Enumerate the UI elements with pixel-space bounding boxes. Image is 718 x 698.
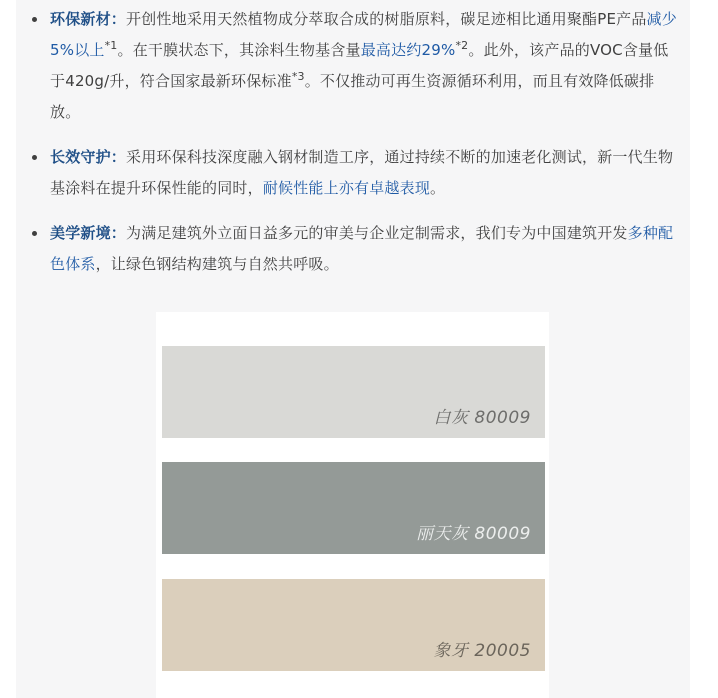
footnote-ref: *2 (455, 39, 469, 52)
swatch-label: 丽天灰 80009 (416, 524, 531, 544)
item-text: 为满足建筑外立面日益多元的审美与企业定制需求，我们专为中国建筑开发 (126, 224, 628, 242)
swatch-label: 白灰 80009 (433, 408, 531, 428)
item-text: 。 (430, 179, 446, 197)
item-highlight: 耐候性能上亦有卓越表现 (262, 179, 431, 197)
item-text: 。在干膜状态下，其涂料生物基含量 (117, 41, 361, 59)
bullet-dot (32, 17, 37, 22)
list-item-eco-material (50, 4, 680, 128)
swatch-ivory (162, 579, 545, 671)
item-keyword: 长效守护： (50, 148, 127, 166)
footnote-ref: *3 (291, 70, 305, 83)
swatch-label: 象牙 20005 (433, 641, 531, 661)
item-text: 开创性地采用天然植物成分萃取合成的树脂原料，碳足迹相比通用聚酯PE产品 (126, 10, 647, 28)
item-text: ，让绿色钢结构建筑与自然共呼吸。 (95, 255, 339, 273)
color-swatch-card (156, 312, 549, 698)
list-item-aesthetics (50, 218, 680, 280)
item-text: 采用环保科技深度融入钢材制造工序，通过持续不断的加速老化测试，新一代生物基涂料在提升环保性能的同时， (50, 148, 674, 197)
footnote-ref: *1 (104, 39, 118, 52)
bullet-dot (32, 231, 37, 236)
item-highlight: 减少5%以上 (50, 10, 677, 59)
item-text: 。不仅推动可再生资源循环利用，而且有效降低碳排放。 (50, 72, 655, 121)
item-keyword: 美学新境： (50, 224, 127, 242)
item-text: 。此外，该产品的VOC含量低于420g/升，符合国家最新环保标准 (50, 41, 669, 90)
bullet-dot (32, 155, 37, 160)
item-keyword: 环保新材： (50, 10, 127, 28)
item-highlight: 最高达约29% (360, 41, 456, 59)
swatch-white-gray (162, 346, 545, 438)
item-highlight: 多种配色体系 (50, 224, 674, 273)
swatch-litian-gray (162, 462, 545, 554)
feature-list (50, 0, 680, 280)
list-item-long-protection (50, 142, 680, 204)
